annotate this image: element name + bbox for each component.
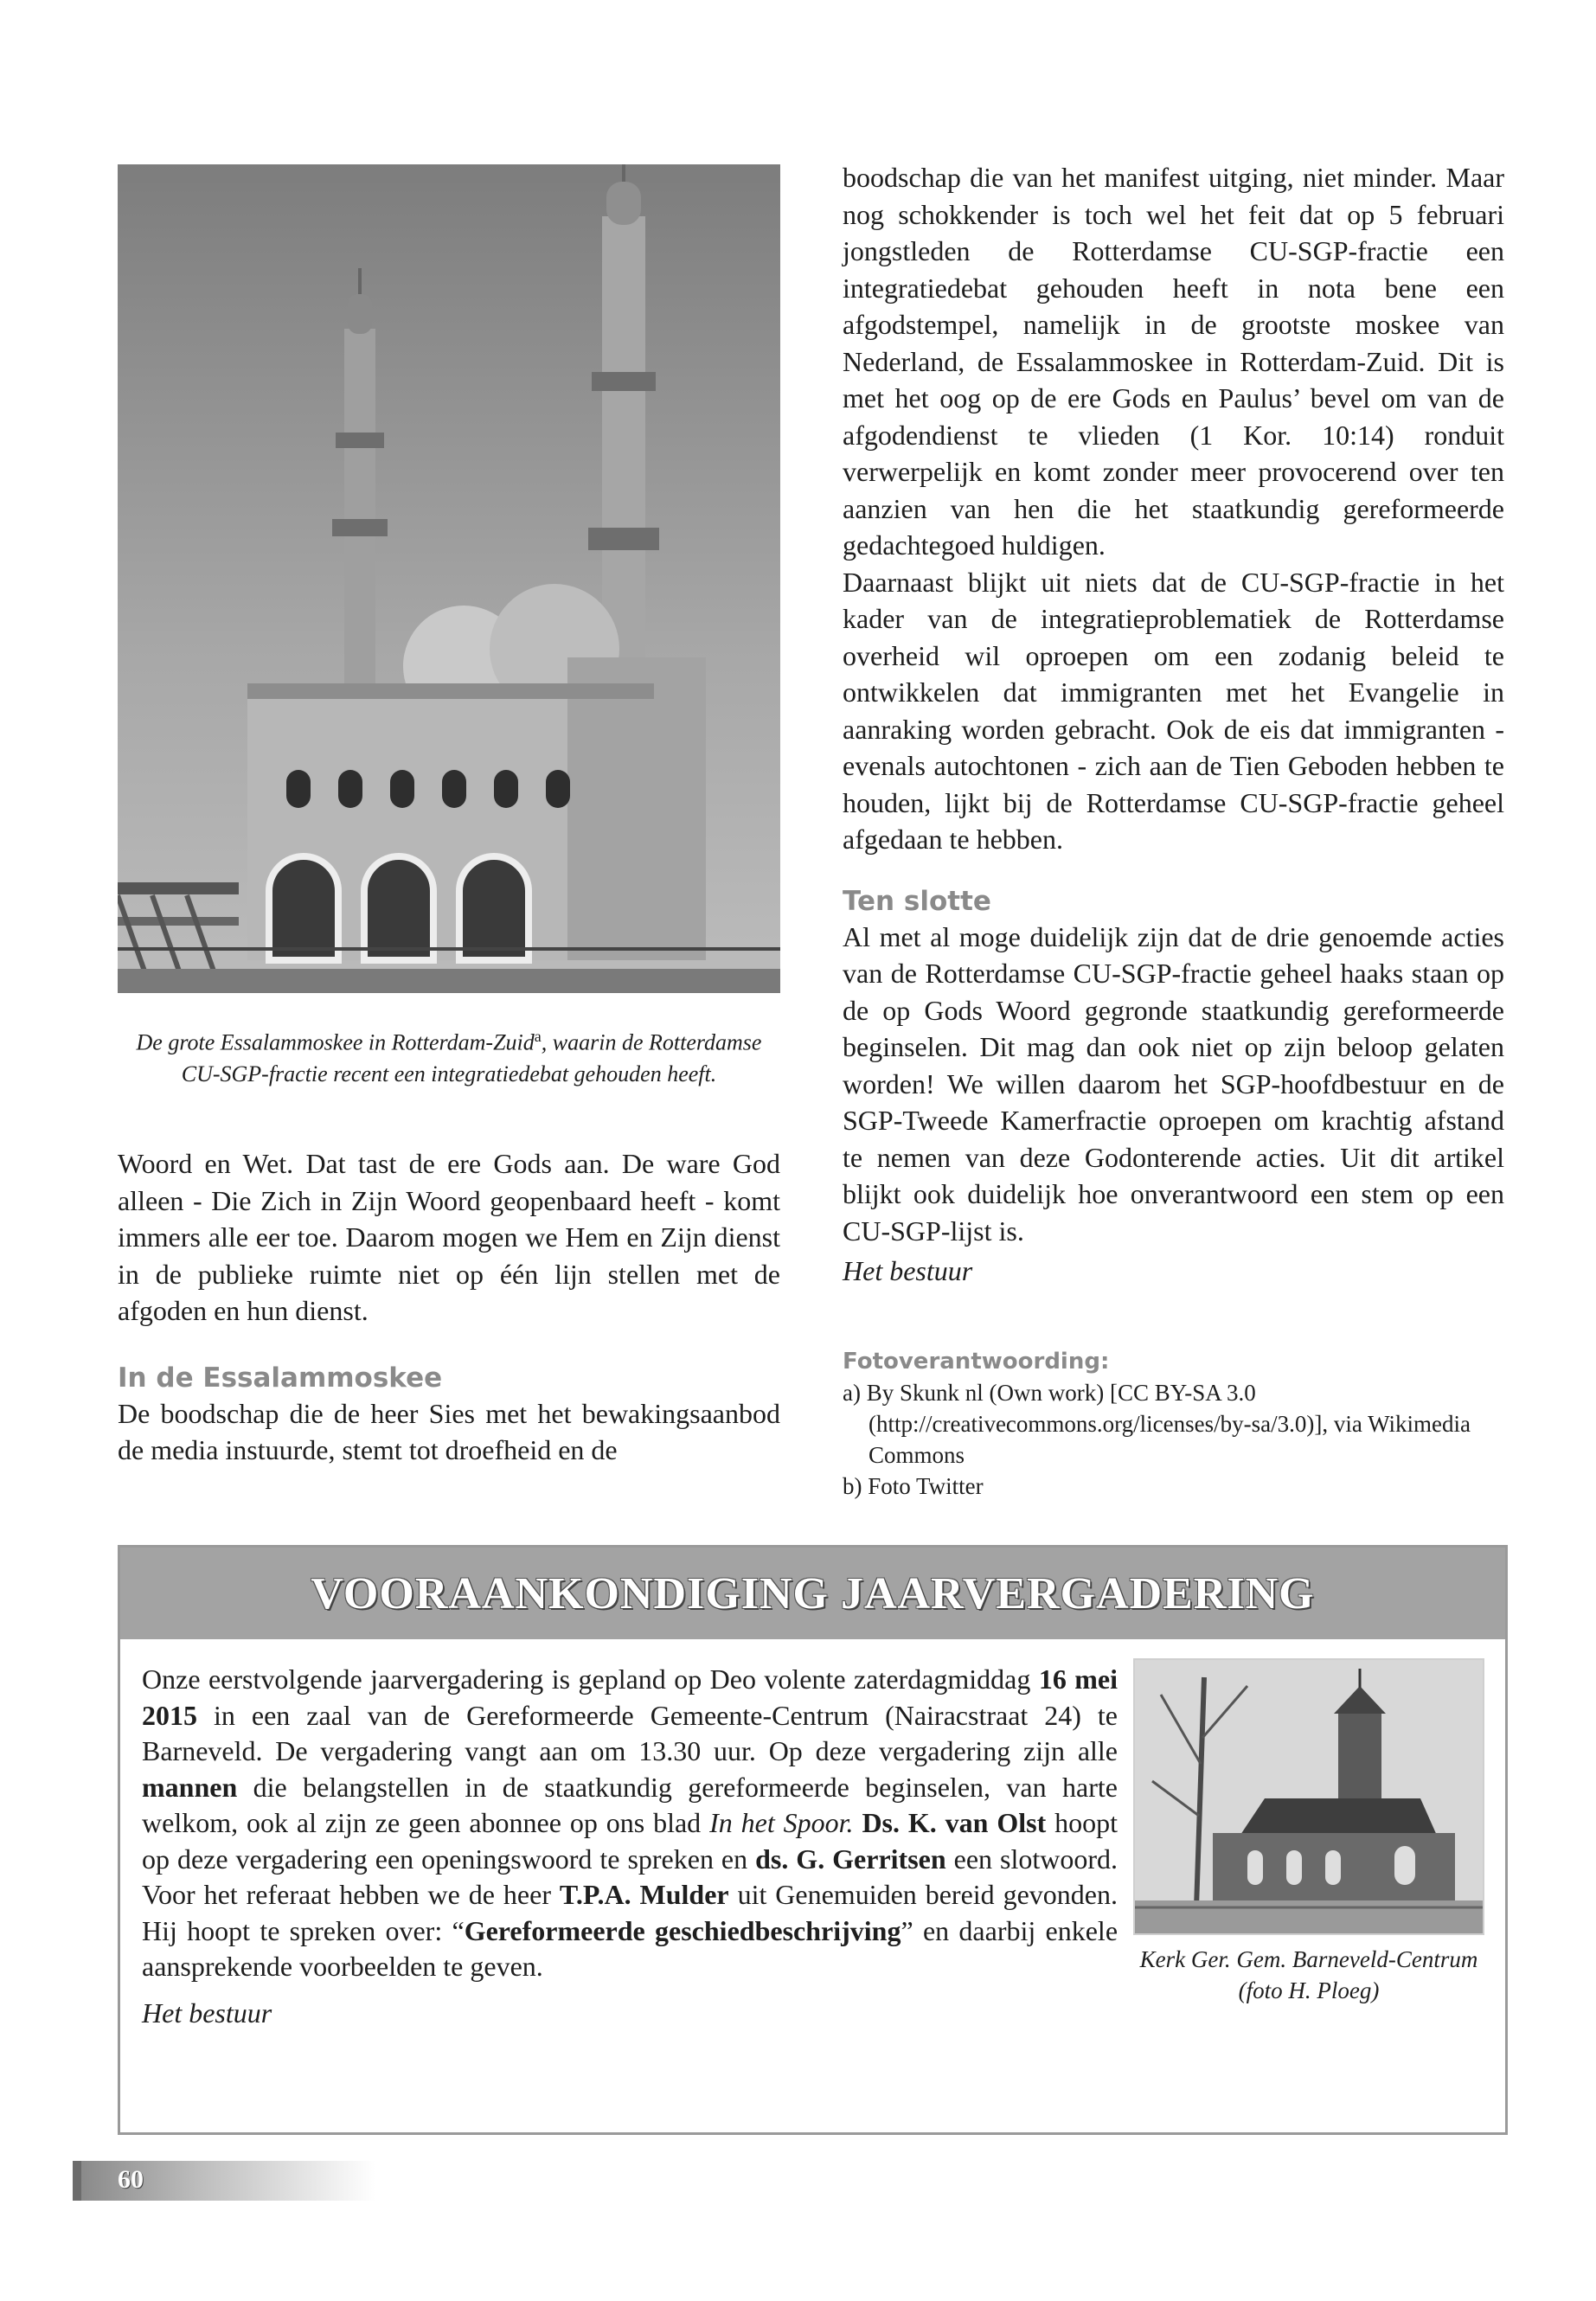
referaat-topic: Gereformeerde geschiedbeschrijving [464,1914,901,1946]
announcement-text-part: die belangstellen in de staatkundig gereformeerde beginselen, van harte welkom, ook al zijn ze geen abonnee op ons blad [142,1771,1118,1838]
photo-credit-a: a) By Skunk nl (Own work) [CC BY-SA 3.0 (http://creativecommons.org/licenses/by-sa/3.0)], via Wikimedia Commons [843,1380,1471,1468]
announcement-box [118,1545,1508,2135]
left-column-text [118,1145,780,1469]
caption-footnote-marker: a [534,1028,542,1045]
page-number: 60 [118,2165,144,2194]
announcement-title: VOORAANKONDIGING JAARVERGADERING [311,1568,1315,1618]
caption-rest: , waarin de Rotterdamse CU-SGP-fractie recent een integratiedebat gehouden heeft. [181,1029,762,1086]
announcement-text-part: uit Genemuiden bereid gevonden. Hij hoopt te spreken over: “ [142,1879,1118,1946]
speaker-closing: ds. G. Gerritsen [755,1843,946,1875]
announcement-text-part: een slotwoord. Voor het referaat hebben we de heer [142,1843,1118,1910]
mosque-photo [118,164,780,993]
essalam-paragraph: De boodschap die de heer Sies met het bewakingsaanbod de media instuurde, stemt tot droefheid en de [118,1397,780,1465]
right-paragraph-2: Daarnaast blijkt uit niets dat de CU-SGP-fractie in het kader van de integratieproblematiek de Rotterdamse overheid wil oproepen om een zodanig beleid te ontwikkelen dat immigranten met het Evangelie in aanraking worden gebracht. Ook de eis dat immigranten - evenals autochtonen - zich aan de Tien Geboden hebben te houden, lijkt bij de Rotterdamse CU-SGP-fractie geheel afgedaan te hebben. [843,566,1504,855]
church-illustration [1135,1660,1483,1933]
page-number-bar [73,2161,375,2201]
announcement-text-part [854,1807,862,1838]
announcement-paragraph [142,1662,1118,1985]
announcement-text-part: Onze eerstvolgende jaarvergadering is gepland op Deo volente zaterdagmiddag [142,1663,1039,1695]
photo-credit-b: b) Foto Twitter [843,1473,984,1499]
speaker-referaat: T.P.A. Mulder [559,1879,729,1910]
section-heading-essalam: In de Essalammoskee [118,1362,443,1394]
announcement-title-bar [120,1548,1505,1639]
announcement-text-part: ” en daarbij enkele aansprekende voorbeelden te geven. [142,1914,1118,1982]
photo-credits-heading: Fotoverantwoording: [843,1349,1110,1375]
mosque-photo-caption [118,1021,780,1090]
photo-credits [843,1346,1504,1502]
speaker-opening: Ds. K. van Olst [862,1807,1047,1838]
left-paragraph: Woord en Wet. Dat tast de ere Gods aan. De ware God alleen - Die Zich in Zijn Woord geopenbaard heeft - komt immers alle eer toe. Daarom mogen we Hem en Zijn dienst in de publieke ruimte niet op één lijn stellen met de afgoden en hun dienst. [118,1148,780,1326]
slotte-paragraph: Al met al moge duidelijk zijn dat de drie genoemde acties van de Rotterdamse CU-SGP-fractie geheel haaks staan op de op Gods Woord gegronde staatkundig gereformeerde beginselen. Dit mag dan ook niet op zijn beloop gelaten worden! We willen daarom het SGP-hoofdbestuur en de SGP-Tweede Kamerfractie oproepen om krachtig afstand te nemen van deze Godonterende acties. Uit dit artikel blijkt ook duidelijk hoe onverantwoord een stem op een CU-SGP-lijst is. [843,920,1504,1247]
announcement-text-part: in een zaal van de Gereformeerde Gemeente-Centrum (Nairacstraat 24) te Barneveld. De vergadering vangt aan om 13.30 uur. Op deze vergadering zijn alle [142,1699,1118,1766]
announcement-signature: Het bestuur [142,1997,272,2029]
article-signature: Het bestuur [843,1255,973,1286]
right-paragraph-1: boodschap die van het manifest uitging, niet minder. Maar nog schokkender is toch wel het feit dat op 5 februari jongstleden de Rotterdamse CU-SGP-fractie een integratiedebat gehouden heeft in nota bene een afgodstempel, namelijk in de grootste moskee van Nederland, de Essalammoskee in Rotterdam-Zuid. Dit is met het oog op de ere Gods en Paulus’ bevel om van de afgodendienst te vlieden (1 Kor. 10:14) ronduit verwerpelijk en komt zonder meer provocerend over ten aanzien van hen die het staatkundig gereformeerde gedachtegoed huldigen. [843,162,1504,561]
announcement-text-part: hoopt op deze vergadering een openingswoord te spreken en [142,1807,1118,1875]
announcement-text [142,1662,1118,2031]
church-photo [1133,1658,1484,1935]
mosque-illustration [118,164,780,993]
caption-text: De grote Essalammoskee in Rotterdam-Zuid [136,1029,535,1055]
announcement-date: 16 mei 2015 [142,1663,1118,1731]
announcement-men: mannen [142,1771,238,1803]
magazine-name: In het Spoor. [709,1807,854,1838]
section-heading-slotte: Ten slotte [843,885,991,917]
church-photo-caption: Kerk Ger. Gem. Barneveld-Centrum (foto H. Ploeg) [1139,1946,1478,2003]
right-column-text [843,159,1504,1290]
